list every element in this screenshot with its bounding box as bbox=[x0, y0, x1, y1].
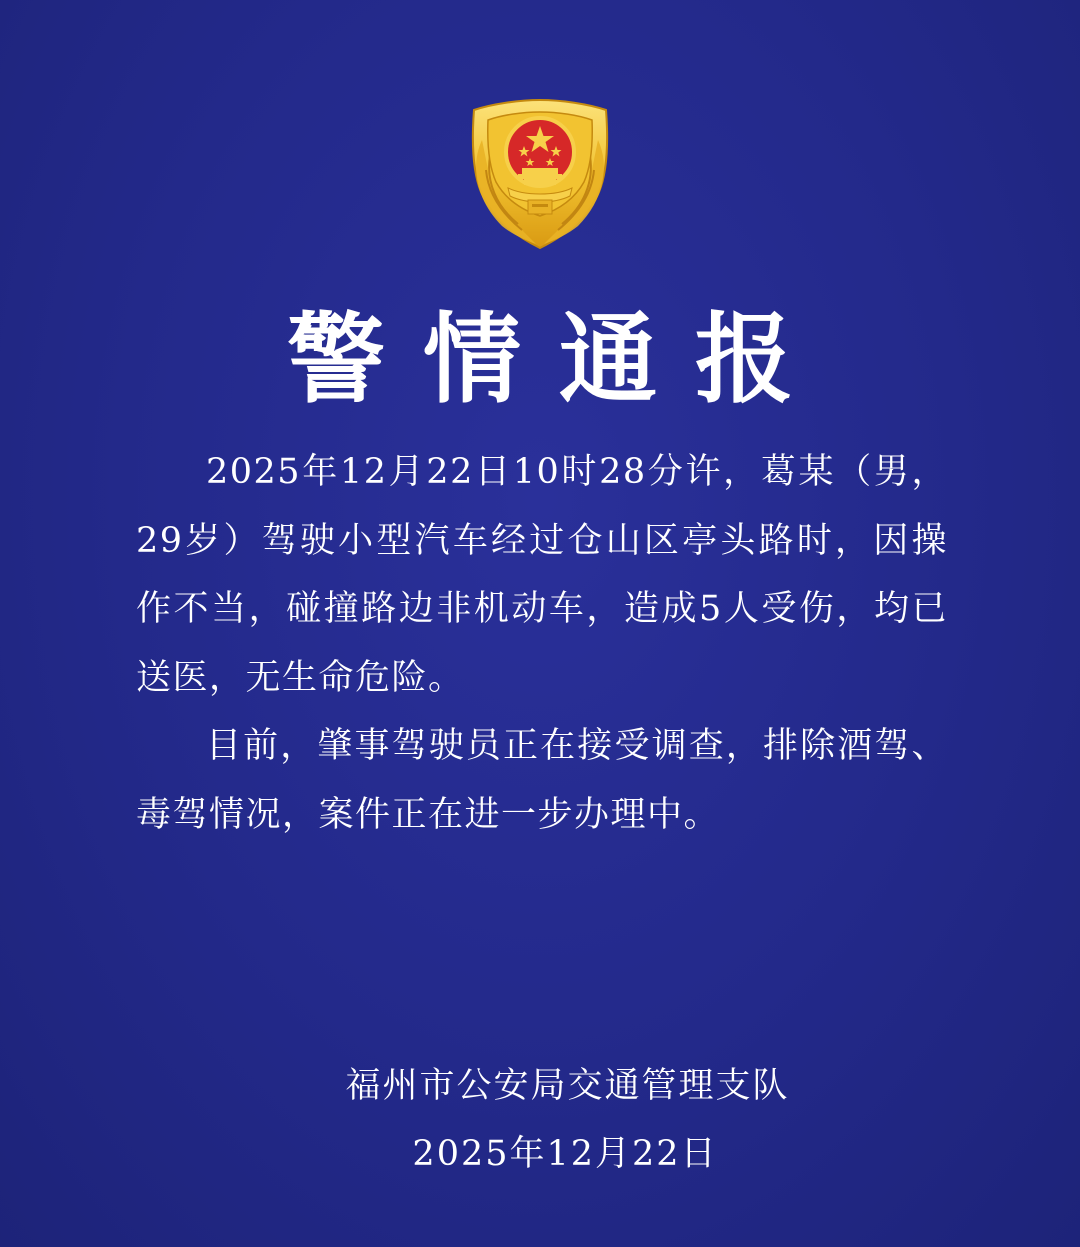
notice-title: 警情通报 bbox=[286, 302, 831, 417]
paragraph-incident: 2025年12月22日10时28分许，葛某（男，29岁）驾驶小型汽车经过仓山区亭头路时，因操作不当，碰撞路边非机动车，造成5人受伤，均已送医，无生命危险。 bbox=[136, 452, 948, 698]
issue-date: 2025年12月22日 bbox=[412, 1134, 718, 1174]
paragraph-investigation: 目前，肇事驾驶员正在接受调查，排除酒驾、毒驾情况，案件正在进一步办理中。 bbox=[136, 726, 948, 835]
notice-body bbox=[136, 438, 948, 849]
issuing-organization: 福州市公安局交通管理支队 bbox=[345, 1066, 790, 1106]
police-badge-icon bbox=[466, 96, 614, 252]
